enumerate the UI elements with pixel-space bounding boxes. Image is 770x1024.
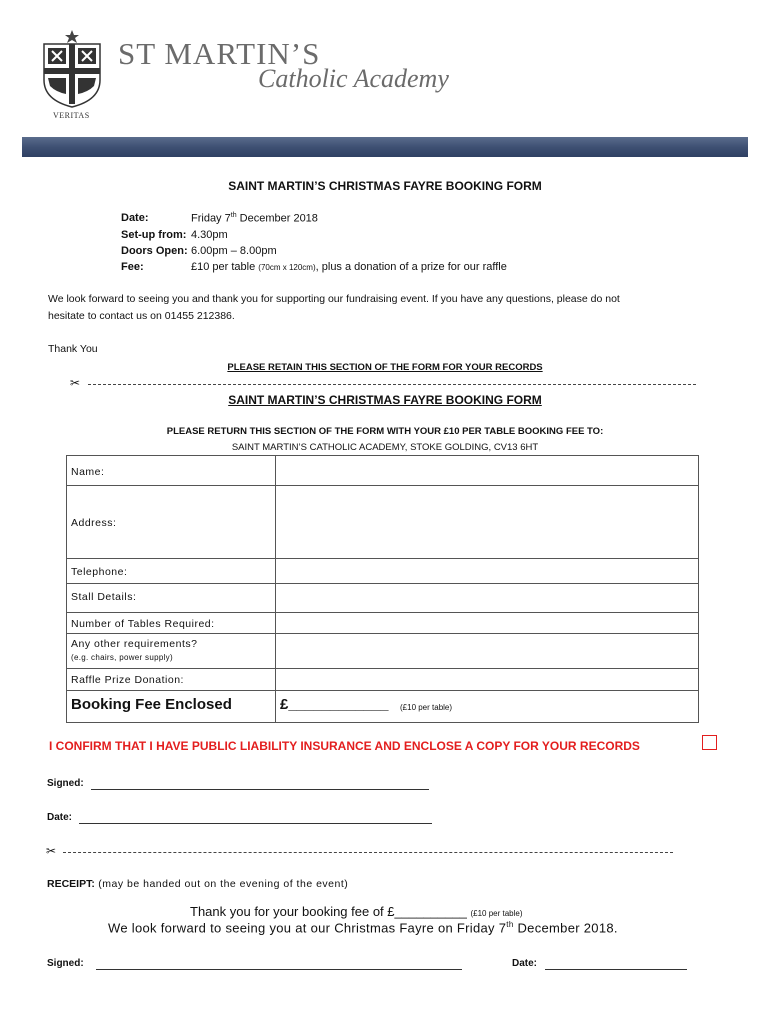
receipt-fayre-line: We look forward to seeing you at our Christmas Fayre on Friday 7th December 2018. — [108, 920, 618, 936]
name-field[interactable] — [276, 456, 698, 485]
doors-label: Doors Open: — [121, 245, 188, 257]
insurance-confirm-text: I CONFIRM THAT I HAVE PUBLIC LIABILITY INSURANCE AND ENCLOSE A COPY FOR YOUR RECORDS — [49, 739, 640, 753]
fee-value: £10 per table (70cm x 120cm), plus a donation of a prize for our raffle — [191, 261, 507, 273]
fee-note: (£10 per table) — [400, 703, 453, 712]
booking-form-table — [66, 455, 699, 723]
receipt-signature-line[interactable] — [96, 969, 462, 970]
receipt-thanks: Thank you for your booking fee of £__________ (£10 per table) — [190, 904, 523, 919]
tables-field[interactable] — [276, 613, 698, 633]
school-subtitle: Catholic Academy — [258, 64, 449, 93]
row-tables — [67, 613, 698, 634]
scissors-icon: ✂ — [46, 844, 57, 858]
raffle-label: Raffle Prize Donation: — [71, 674, 184, 686]
tables-label: Number of Tables Required: — [71, 618, 215, 630]
scissors-icon: ✂ — [70, 376, 81, 390]
form-title: SAINT MARTIN’S CHRISTMAS FAYRE BOOKING FORM — [228, 179, 542, 193]
fee-enclosed-label: Booking Fee Enclosed — [71, 696, 232, 713]
return-note: PLEASE RETURN THIS SECTION OF THE FORM WITH YOUR £10 PER TABLE BOOKING FEE TO: — [166, 426, 604, 437]
school-crest-logo — [40, 30, 104, 108]
booking-date-line[interactable] — [79, 823, 432, 824]
cut-line — [88, 384, 696, 385]
return-address: SAINT MARTIN’S CATHOLIC ACADEMY, STOKE GOLDING, CV13 6HT — [231, 442, 539, 453]
row-other — [67, 634, 698, 669]
receipt-signed-label: Signed: — [47, 958, 84, 969]
telephone-field[interactable] — [276, 559, 698, 583]
raffle-field[interactable] — [276, 669, 698, 690]
signature-line[interactable] — [91, 789, 429, 790]
row-address — [67, 486, 698, 559]
name-label: Name: — [71, 466, 105, 478]
insurance-confirm-checkbox[interactable] — [702, 735, 717, 750]
row-stall — [67, 584, 698, 613]
receipt-line: RECEIPT: (may be handed out on the evening of the event) — [47, 878, 349, 890]
row-fee — [67, 691, 698, 722]
school-name: ST MARTIN’S — [118, 36, 321, 71]
stall-field[interactable] — [276, 584, 698, 612]
receipt-date-line[interactable] — [545, 969, 687, 970]
doors-value: 6.00pm – 8.00pm — [191, 245, 277, 257]
retain-note: PLEASE RETAIN THIS SECTION OF THE FORM FOR YOUR RECORDS — [227, 362, 543, 373]
other-hint: (e.g. chairs, power supply) — [71, 653, 173, 662]
thank-you: Thank You — [48, 343, 98, 355]
fee-label: Fee: — [121, 261, 144, 273]
header-banner — [22, 137, 748, 157]
address-label: Address: — [71, 517, 117, 529]
telephone-label: Telephone: — [71, 566, 128, 578]
fee-amount-blank: £____________ — [280, 696, 389, 713]
school-motto: VERITAS — [53, 111, 90, 120]
cut-line — [63, 852, 673, 853]
signed-label: Signed: — [47, 778, 84, 789]
setup-value: 4.30pm — [191, 229, 228, 241]
intro-line-1: We look forward to seeing you and thank you for supporting our fundraising event. If you have any questions, please do not — [48, 293, 620, 305]
other-field[interactable] — [276, 634, 698, 668]
booking-form-title: SAINT MARTIN’S CHRISTMAS FAYRE BOOKING FORM — [228, 393, 542, 407]
row-telephone — [67, 559, 698, 584]
setup-label: Set-up from: — [121, 229, 187, 241]
fee-enclosed-field[interactable] — [276, 691, 698, 722]
date-label: Date: — [121, 212, 149, 224]
booking-date-label: Date: — [47, 812, 73, 823]
date-value: Friday 7th December 2018 — [191, 212, 318, 225]
row-raffle — [67, 669, 698, 691]
intro-line-2: hesitate to contact us on 01455 212386. — [48, 310, 235, 322]
row-name — [67, 456, 698, 486]
receipt-date-label: Date: — [512, 958, 538, 969]
other-label: Any other requirements? — [71, 638, 198, 650]
address-field[interactable] — [276, 486, 698, 558]
stall-label: Stall Details: — [71, 591, 137, 603]
